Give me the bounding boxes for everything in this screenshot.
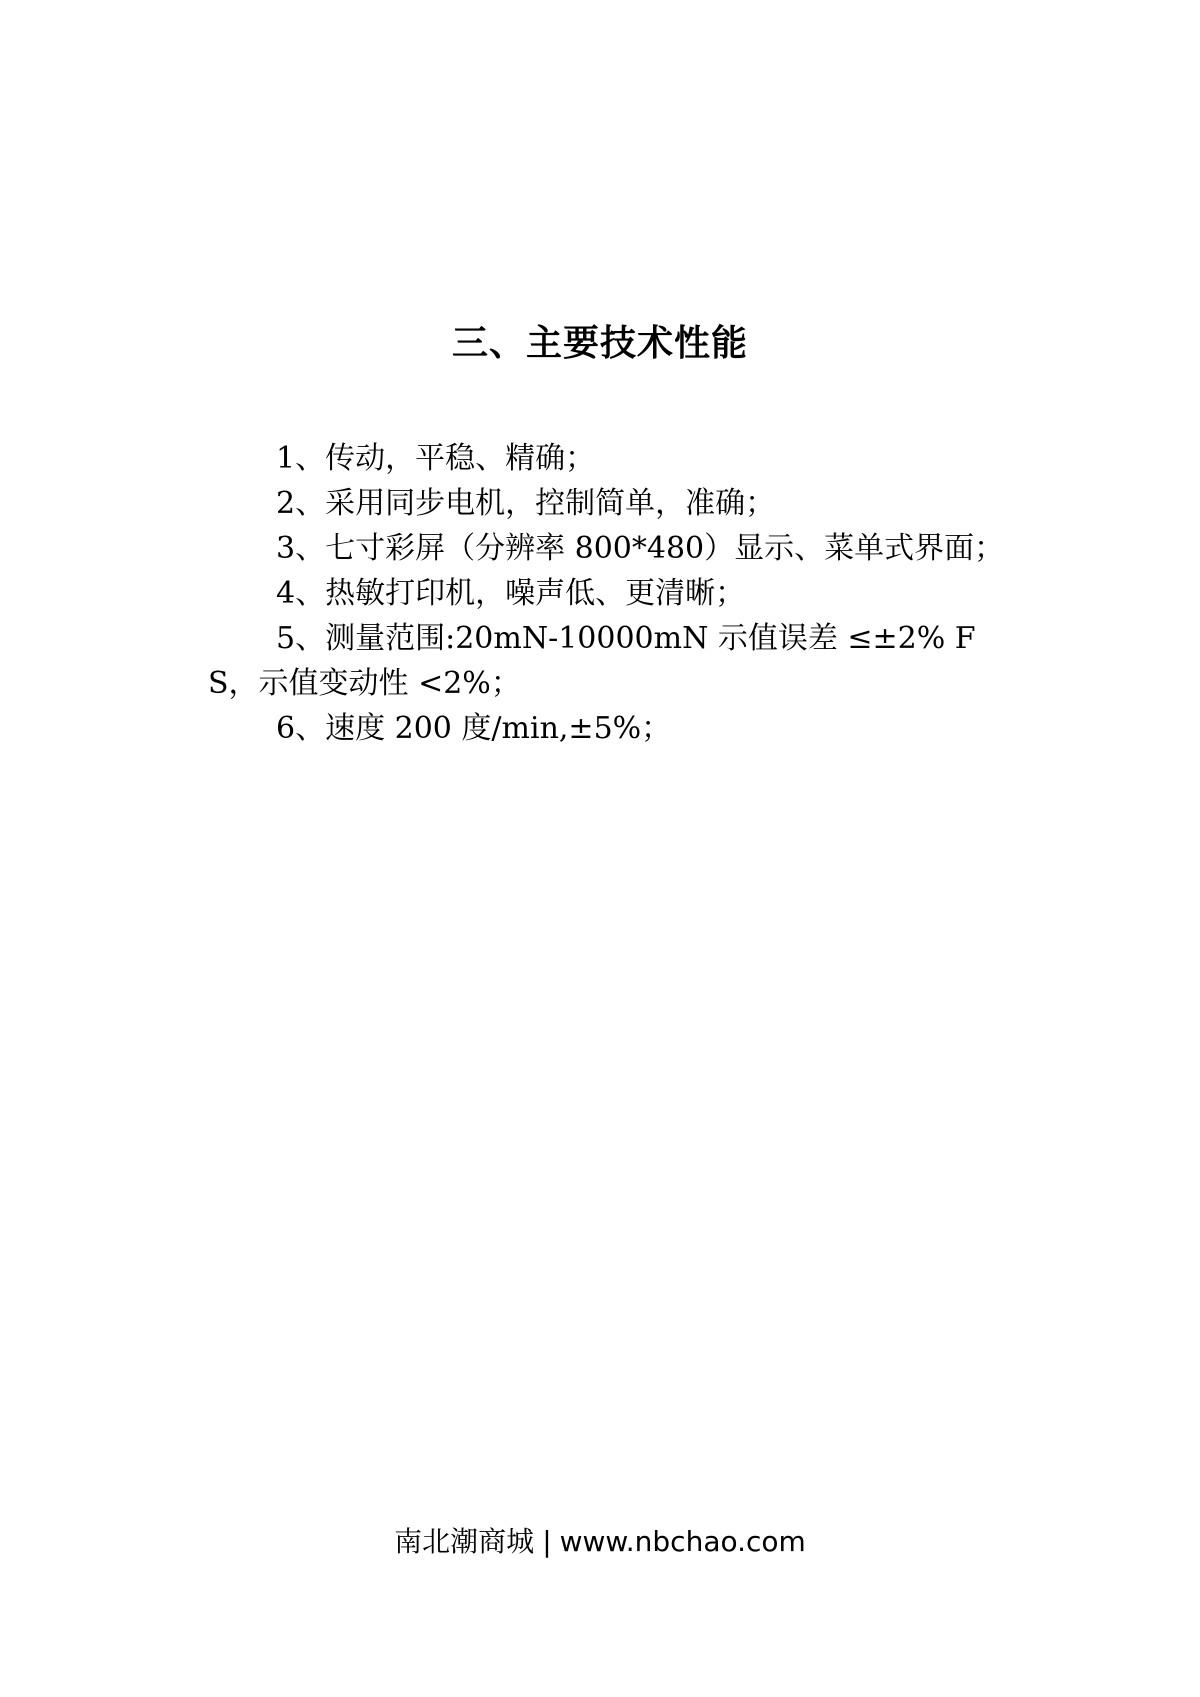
spec-item-6: 6、速度 200 度/min,±5%； — [276, 711, 672, 746]
spec-item-1: 1、传动，平稳、精确； — [276, 441, 596, 476]
page-footer — [0, 1522, 1200, 1562]
spec-list — [208, 436, 1008, 751]
footer-separator: | — [542, 1525, 552, 1558]
spec-item-2: 2、采用同步电机，控制简单，准确； — [276, 486, 776, 521]
footer-brand: 南北潮商城 — [394, 1525, 535, 1558]
spec-item-4: 4、热敏打印机，噪声低、更清晰； — [276, 576, 746, 611]
spec-item-3: 3、七寸彩屏（分辨率 800*480）显示、菜单式界面； — [276, 531, 1005, 566]
spec-item-5: 5、测量范围:20mN-10000mN 示值误差 ≤±2% FS，示值变动性 <2%； — [208, 621, 976, 701]
footer-url[interactable]: www.nbchao.com — [559, 1525, 806, 1558]
section-title: 三、主要技术性能 — [451, 323, 748, 364]
